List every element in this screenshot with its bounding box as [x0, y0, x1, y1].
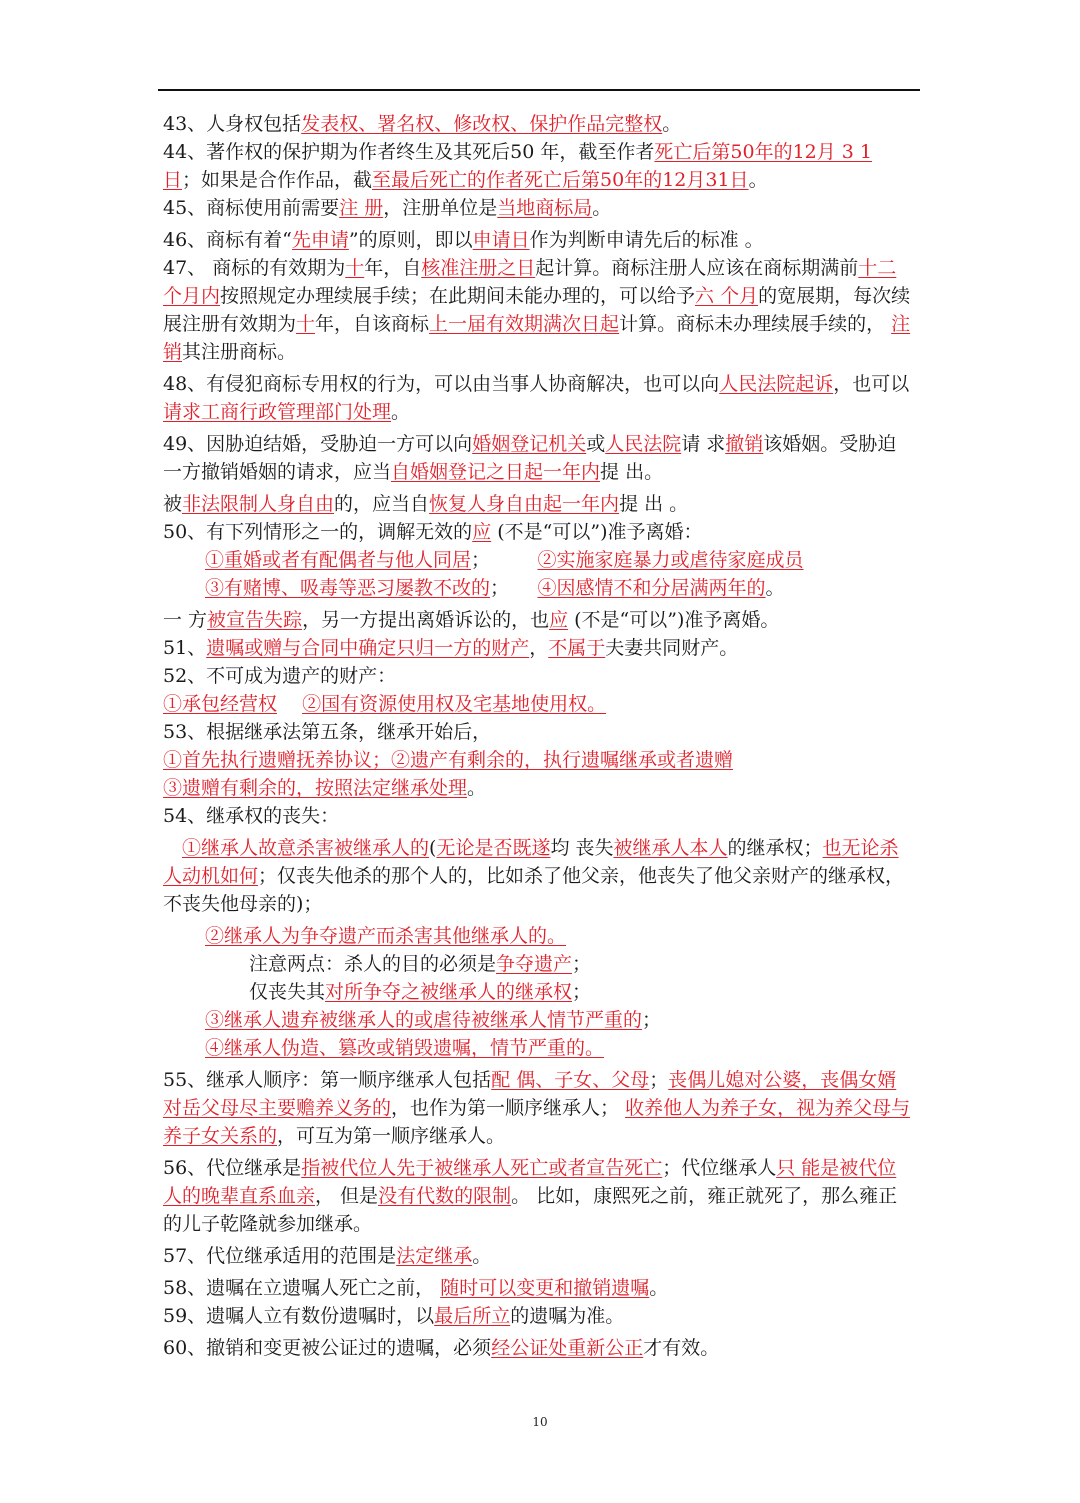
answer-highlight: ③继承人遗弃被继承人的或虐待被继承人情节严重的 [205, 1009, 643, 1031]
text-segment: 才有效。 [643, 1337, 720, 1359]
answer-highlight: 自婚姻登记之日起一年内 [391, 461, 601, 483]
paragraph [163, 110, 915, 138]
answer-highlight: ②国有资源使用权及宅基地使用权。 [302, 693, 607, 715]
text-segment: ；仅丧失他杀的那个人的，比如杀了他父亲，他丧失了他父亲财产的继承权，不丧失他母亲的)； [163, 865, 905, 915]
answer-highlight: 对所争夺之被继承人的继承权 [325, 981, 573, 1003]
text-segment: 提 出 。 [619, 493, 689, 515]
answer-highlight: 法定继承 [396, 1245, 473, 1267]
answer-highlight: 随时可以变更和撤销遗嘱 [440, 1277, 650, 1299]
text-segment: 按照规定办理续展手续；在此期间未能办理的，可以给予 [220, 285, 696, 307]
text-segment: 。 比如，康熙死之前，雍正就死了，那么雍正的儿子乾隆就参加继承。 [163, 1185, 898, 1235]
text-segment: 。 [467, 777, 487, 799]
paragraph [163, 430, 915, 486]
text-segment: 年，自 [364, 257, 422, 279]
text-segment: ，注册单位是 [383, 197, 498, 219]
text-segment: ； [572, 981, 592, 1003]
text-segment [277, 693, 302, 715]
text-segment: 59、遗嘱人立有数份遗嘱时，以 [163, 1305, 435, 1327]
text-segment: 均 丧失 [550, 837, 614, 859]
text-segment: 请 求 [681, 433, 726, 455]
paragraph [163, 574, 915, 602]
paragraph [163, 546, 915, 574]
text-segment: ( [429, 837, 437, 859]
answer-highlight: 也无论杀人动机如何 [163, 837, 899, 887]
answer-highlight: 人民法院 [605, 433, 682, 455]
answer-highlight: 至最后死亡的作者死亡后第50年的12月31日 [372, 169, 749, 191]
answer-highlight: 请求工商行政管理部门处理 [163, 401, 392, 423]
paragraph [163, 370, 915, 426]
text-segment: ，可互为第一顺序继承人。 [277, 1125, 506, 1147]
text-segment: 47、 商标的有效期为 [163, 257, 346, 279]
answer-highlight: 发表权、署名权、修改权、保护作品完整权 [301, 113, 663, 135]
paragraph [163, 138, 915, 194]
text-segment: ，也可以 [833, 373, 910, 395]
text-segment: 年，自该商标 [315, 313, 430, 335]
text-segment: 45、商标使用前需要 [163, 197, 340, 219]
paragraph [163, 518, 915, 546]
text-segment: 43、人身权包括 [163, 113, 302, 135]
paragraph [163, 718, 915, 746]
paragraph [163, 1274, 915, 1302]
answer-highlight: ①首先执行遗赠抚养协议；②遗产有剩余的，执行遗嘱继承或者遗赠 [163, 749, 734, 771]
answer-highlight: ②实施家庭暴力或虐待家庭成员 [537, 549, 804, 571]
text-segment: 。 [649, 1277, 669, 1299]
text-segment: 起计算。商标注册人应该在商标期满前 [535, 257, 859, 279]
text-segment: ； [649, 1069, 669, 1091]
paragraph [163, 1154, 915, 1238]
text-segment: 48、有侵犯商标专用权的行为，可以由当事人协商解决，也可以向 [163, 373, 720, 395]
text-segment: (不是“可以”)准予离婚： [491, 521, 703, 543]
text-segment: 58、遗嘱在立遗嘱人死亡之前， [163, 1277, 441, 1299]
text-segment: ； [490, 577, 538, 599]
answer-highlight: 被宣告失踪 [207, 609, 303, 631]
answer-highlight: 最后所立 [434, 1305, 511, 1327]
answer-highlight: ①重婚或者有配偶者与他人同居 [205, 549, 472, 571]
text-segment: ， [529, 637, 549, 659]
answer-highlight: ③有赌博、吸毒等恶习屡教不改的 [205, 577, 491, 599]
paragraph [163, 226, 915, 254]
text-segment: ， 但是 [315, 1185, 379, 1207]
answer-highlight: 非法限制人身自由 [182, 493, 335, 515]
text-segment: 46、商标有着“ [163, 229, 292, 251]
answer-highlight: 配 偶、子女、父母 [491, 1069, 650, 1091]
answer-highlight: 十 [345, 257, 365, 279]
answer-highlight: 丧偶儿媳对公婆，丧偶女婿对岳父母尽主要赡养义务的 [163, 1069, 897, 1119]
text-segment: 作为判断申请先后的标准 。 [529, 229, 764, 251]
text-segment: 被 [163, 493, 183, 515]
text-segment: 的宽展期，每次续展注册有效期为 [163, 285, 911, 335]
text-segment: ； [572, 953, 592, 975]
answer-highlight: 十二个月内 [163, 257, 897, 307]
text-segment: 44、著作权的保护期为作者终生及其死后50 年，截至作者 [163, 141, 655, 163]
header-rule [158, 89, 920, 91]
text-segment: ；如果是合作作品，截 [182, 169, 373, 191]
answer-highlight: 无论是否既遂 [436, 837, 551, 859]
answer-highlight: 核准注册之日 [421, 257, 536, 279]
text-segment: (不是“可以”)准予离婚。 [568, 609, 780, 631]
answer-highlight: 十 [296, 313, 316, 335]
paragraph [163, 254, 915, 366]
paragraph [163, 1334, 915, 1362]
text-segment: ”的原则，即以 [348, 229, 473, 251]
answer-highlight: 争夺遗产 [496, 953, 573, 975]
text-segment: 其注册商标。 [182, 341, 297, 363]
paragraph [163, 802, 915, 830]
text-segment: 。 [765, 577, 785, 599]
text-segment: 的遗嘱为准。 [510, 1305, 625, 1327]
answer-highlight: 收养他人为养子女，视为养父母与养子女关系的 [163, 1097, 911, 1147]
text-segment: 该婚姻。受胁迫一方撤销婚姻的请求，应当 [163, 433, 897, 483]
answer-highlight: 撤销 [725, 433, 764, 455]
text-segment: 注意两点：杀人的目的必须是 [249, 953, 497, 975]
answer-highlight: 只 能是被代位人的晚辈直系血亲 [163, 1157, 897, 1207]
text-segment: 。 [472, 1245, 492, 1267]
text-segment: 52、不可成为遗产的财产： [163, 665, 397, 687]
answer-highlight: 申请日 [472, 229, 530, 251]
answer-highlight: ④因感情不和分居满两年的 [537, 577, 766, 599]
text-segment: 一 方 [163, 609, 208, 631]
answer-highlight: ①承包经营权 [163, 693, 278, 715]
text-segment: 仅丧失其 [249, 981, 326, 1003]
paragraph [163, 978, 915, 1006]
answer-highlight: 不属于 [548, 637, 606, 659]
paragraph [163, 194, 915, 222]
text-segment: 提 出。 [600, 461, 664, 483]
text-segment: 。 [592, 197, 612, 219]
paragraph [163, 1242, 915, 1270]
answer-highlight: ①继承人故意杀害被继承人的 [182, 837, 430, 859]
answer-highlight: 应 [549, 609, 569, 631]
paragraph [163, 950, 915, 978]
text-segment: 计算。商标未办理续展手续的， [619, 313, 892, 335]
text-segment: 53、根据继承法第五条，继承开始后， [163, 721, 492, 743]
text-segment: 56、代位继承是 [163, 1157, 302, 1179]
paragraph [163, 1006, 915, 1034]
text-segment: 。 [391, 401, 411, 423]
text-segment: 。 [662, 113, 682, 135]
text-segment: 60、撤销和变更被公证过的遗嘱，必须 [163, 1337, 492, 1359]
text-segment: 55、继承人顺序：第一顺序继承人包括 [163, 1069, 492, 1091]
paragraph [163, 1034, 915, 1062]
text-segment: ，另一方提出离婚诉讼的，也 [302, 609, 550, 631]
answer-highlight: 遗嘱或赠与合同中确定只归一方的财产 [206, 637, 530, 659]
answer-highlight: 应 [472, 521, 492, 543]
text-segment: 的继承权； [727, 837, 823, 859]
paragraph [163, 606, 915, 634]
answer-highlight: 婚姻登记机关 [472, 433, 587, 455]
text-segment: 或 [586, 433, 606, 455]
answer-highlight: 恢复人身自由起一年内 [429, 493, 620, 515]
answer-highlight: 先申请 [291, 229, 349, 251]
text-segment: 夫妻共同财产。 [605, 637, 739, 659]
page-number: 10 [532, 1415, 548, 1429]
text-segment: 57、代位继承适用的范围是 [163, 1245, 397, 1267]
paragraph [163, 1302, 915, 1330]
paragraph [163, 834, 915, 918]
text-segment: 。 [748, 169, 768, 191]
paragraph [163, 662, 915, 690]
text-segment: 50、有下列情形之一的，调解无效的 [163, 521, 473, 543]
answer-highlight: 被继承人本人 [613, 837, 728, 859]
text-segment: ，也作为第一顺序继承人； [391, 1097, 626, 1119]
answer-highlight: 人民法院起诉 [719, 373, 834, 395]
document-body [163, 110, 915, 1362]
paragraph [163, 746, 915, 774]
text-segment: 54、继承权的丧失： [163, 805, 340, 827]
text-segment [163, 837, 182, 859]
answer-highlight: 当地商标局 [497, 197, 593, 219]
paragraph [163, 490, 915, 518]
answer-highlight: ②继承人为争夺遗产而杀害其他继承人的。 [205, 925, 567, 947]
paragraph [163, 774, 915, 802]
text-segment: ； [642, 1009, 662, 1031]
answer-highlight: 上一届有效期满次日起 [429, 313, 620, 335]
paragraph [163, 634, 915, 662]
paragraph [163, 1066, 915, 1150]
answer-highlight: ④继承人伪造、篡改或销毁遗嘱，情节严重的。 [205, 1037, 605, 1059]
text-segment: ；代位继承人 [662, 1157, 777, 1179]
text-segment: 的，应当自 [334, 493, 430, 515]
text-segment: 51、 [163, 637, 207, 659]
answer-highlight: 六 个月 [695, 285, 759, 307]
text-segment: ； [471, 549, 538, 571]
paragraph [163, 922, 915, 950]
answer-highlight: 没有代数的限制 [378, 1185, 512, 1207]
answer-highlight: 经公证处重新公正 [491, 1337, 644, 1359]
answer-highlight: 注 册 [339, 197, 384, 219]
answer-highlight: 死亡后第50年的12月 3 1 日 [163, 141, 873, 191]
answer-highlight: ③遗赠有剩余的，按照法定继承处理 [163, 777, 468, 799]
answer-highlight: 指被代位人先于被继承人死亡或者宣告死亡 [301, 1157, 663, 1179]
paragraph [163, 690, 915, 718]
answer-highlight: 注 销 [163, 313, 911, 363]
text-segment: 49、因胁迫结婚，受胁迫一方可以向 [163, 433, 473, 455]
